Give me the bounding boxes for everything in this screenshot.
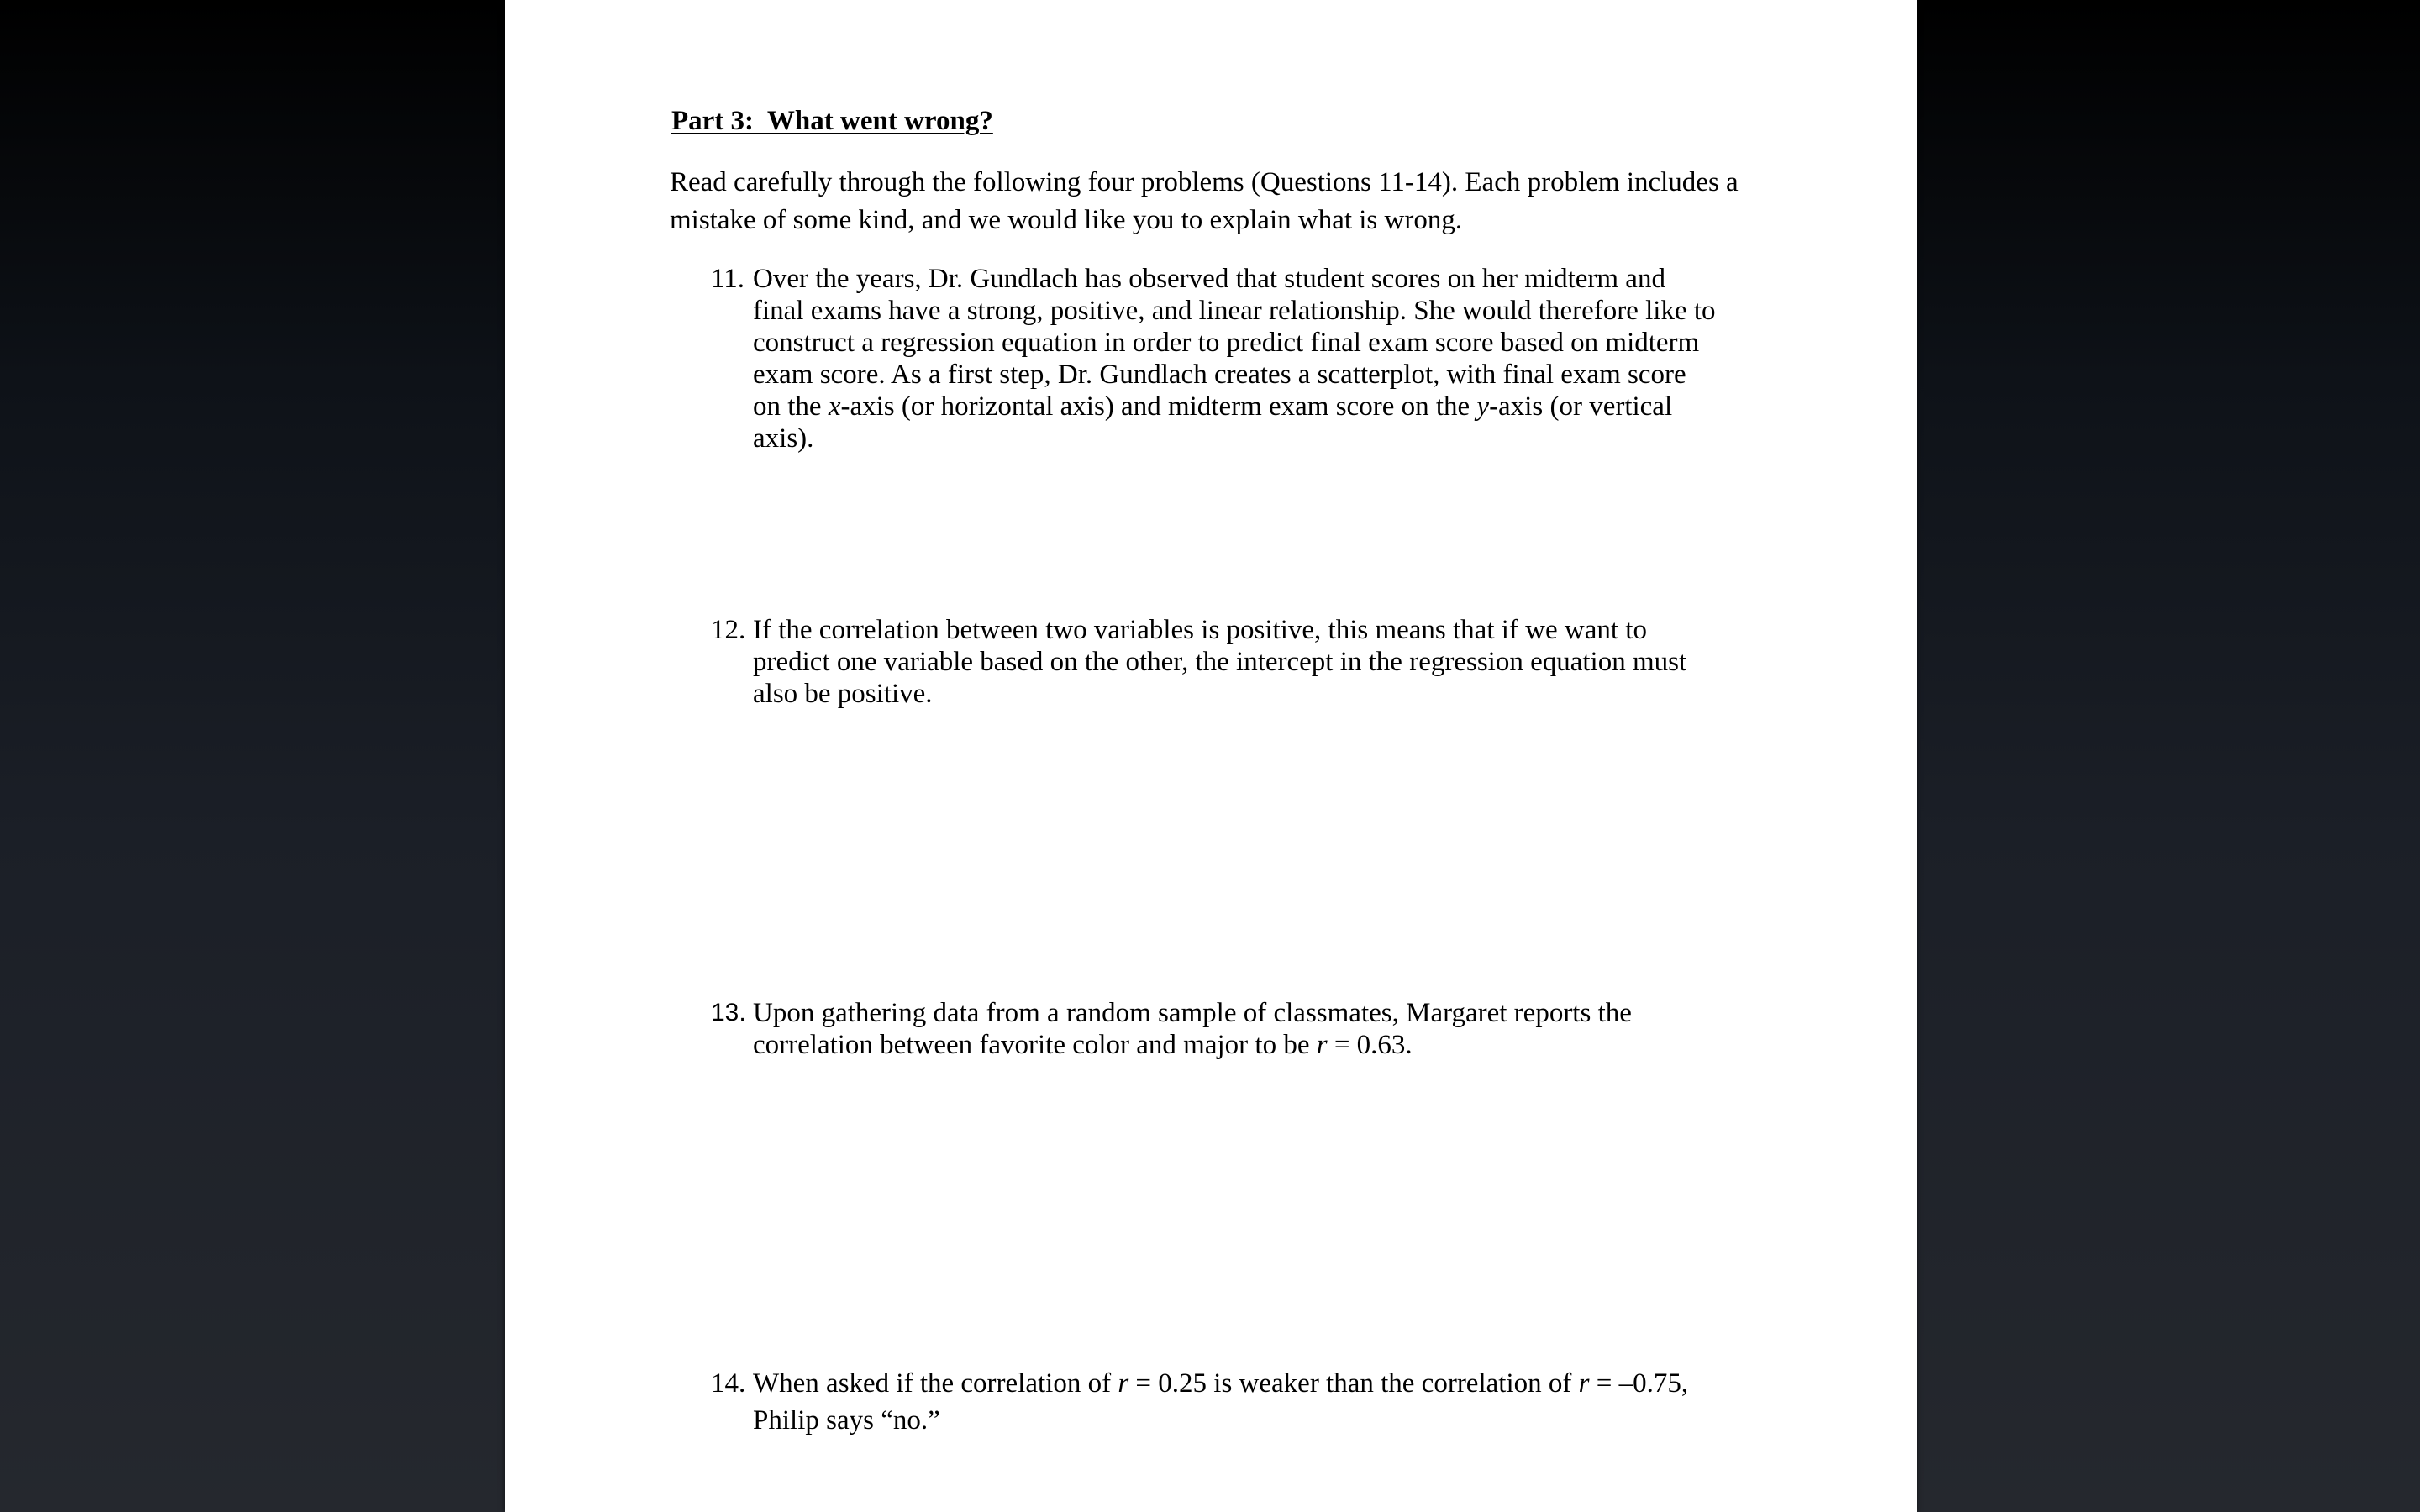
question-number: 11. xyxy=(711,264,745,294)
question-13 xyxy=(711,997,1719,1061)
question-text-part: = –0.75, Philip says “no.” xyxy=(753,1368,1689,1436)
variable-r: r xyxy=(1316,1030,1328,1060)
question-number: 12. xyxy=(711,615,746,645)
question-text-part: Over the years, Dr. Gundlach has observed that student scores on her midterm and final exams have a strong, positive, and linear relationship. She would therefore like to construct a regression equation in order to predict final exam score based on midterm exam score. As a first step, Dr. Gundlach creates a scatterplot, with final exam score on the xyxy=(753,264,1716,422)
question-number: 13. xyxy=(711,999,746,1026)
variable-r: r xyxy=(1578,1368,1590,1399)
question-11 xyxy=(711,263,1719,454)
variable-r: r xyxy=(1118,1368,1129,1399)
question-text-part: Upon gathering data from a random sample of classmates, Margaret reports the correlation between favorite color and major to be xyxy=(753,998,1632,1060)
question-text xyxy=(753,1365,1719,1439)
question-text-part: -axis (or horizontal axis) and midterm exam score on the xyxy=(840,391,1477,422)
question-text-part: = 0.25 is weaker than the correlation of xyxy=(1128,1368,1579,1399)
question-text-part: When asked if the correlation of xyxy=(753,1368,1118,1399)
question-12 xyxy=(711,614,1719,710)
document-page xyxy=(505,0,1917,1512)
variable-x: x xyxy=(828,391,841,422)
intro-paragraph: Read carefully through the following four problems (Questions 11-14). Each problem includes a mistake of some kind, and we would like you to explain what is wrong. xyxy=(670,167,1739,235)
variable-y: y xyxy=(1476,391,1490,422)
question-text: If the correlation between two variables is positive, this means that if we want to predict one variable based on the other, the intercept in the regression equation must also be positive. xyxy=(753,615,1687,709)
question-14 xyxy=(711,1365,1719,1439)
question-text xyxy=(753,997,1719,1061)
question-text-part: -axis (or vertical axis). xyxy=(753,391,1673,454)
section-heading: Part 3: What went wrong? xyxy=(671,106,993,136)
question-text-part: = 0.63. xyxy=(1327,1030,1413,1060)
question-text xyxy=(753,263,1719,454)
question-number: 14. xyxy=(711,1368,746,1399)
